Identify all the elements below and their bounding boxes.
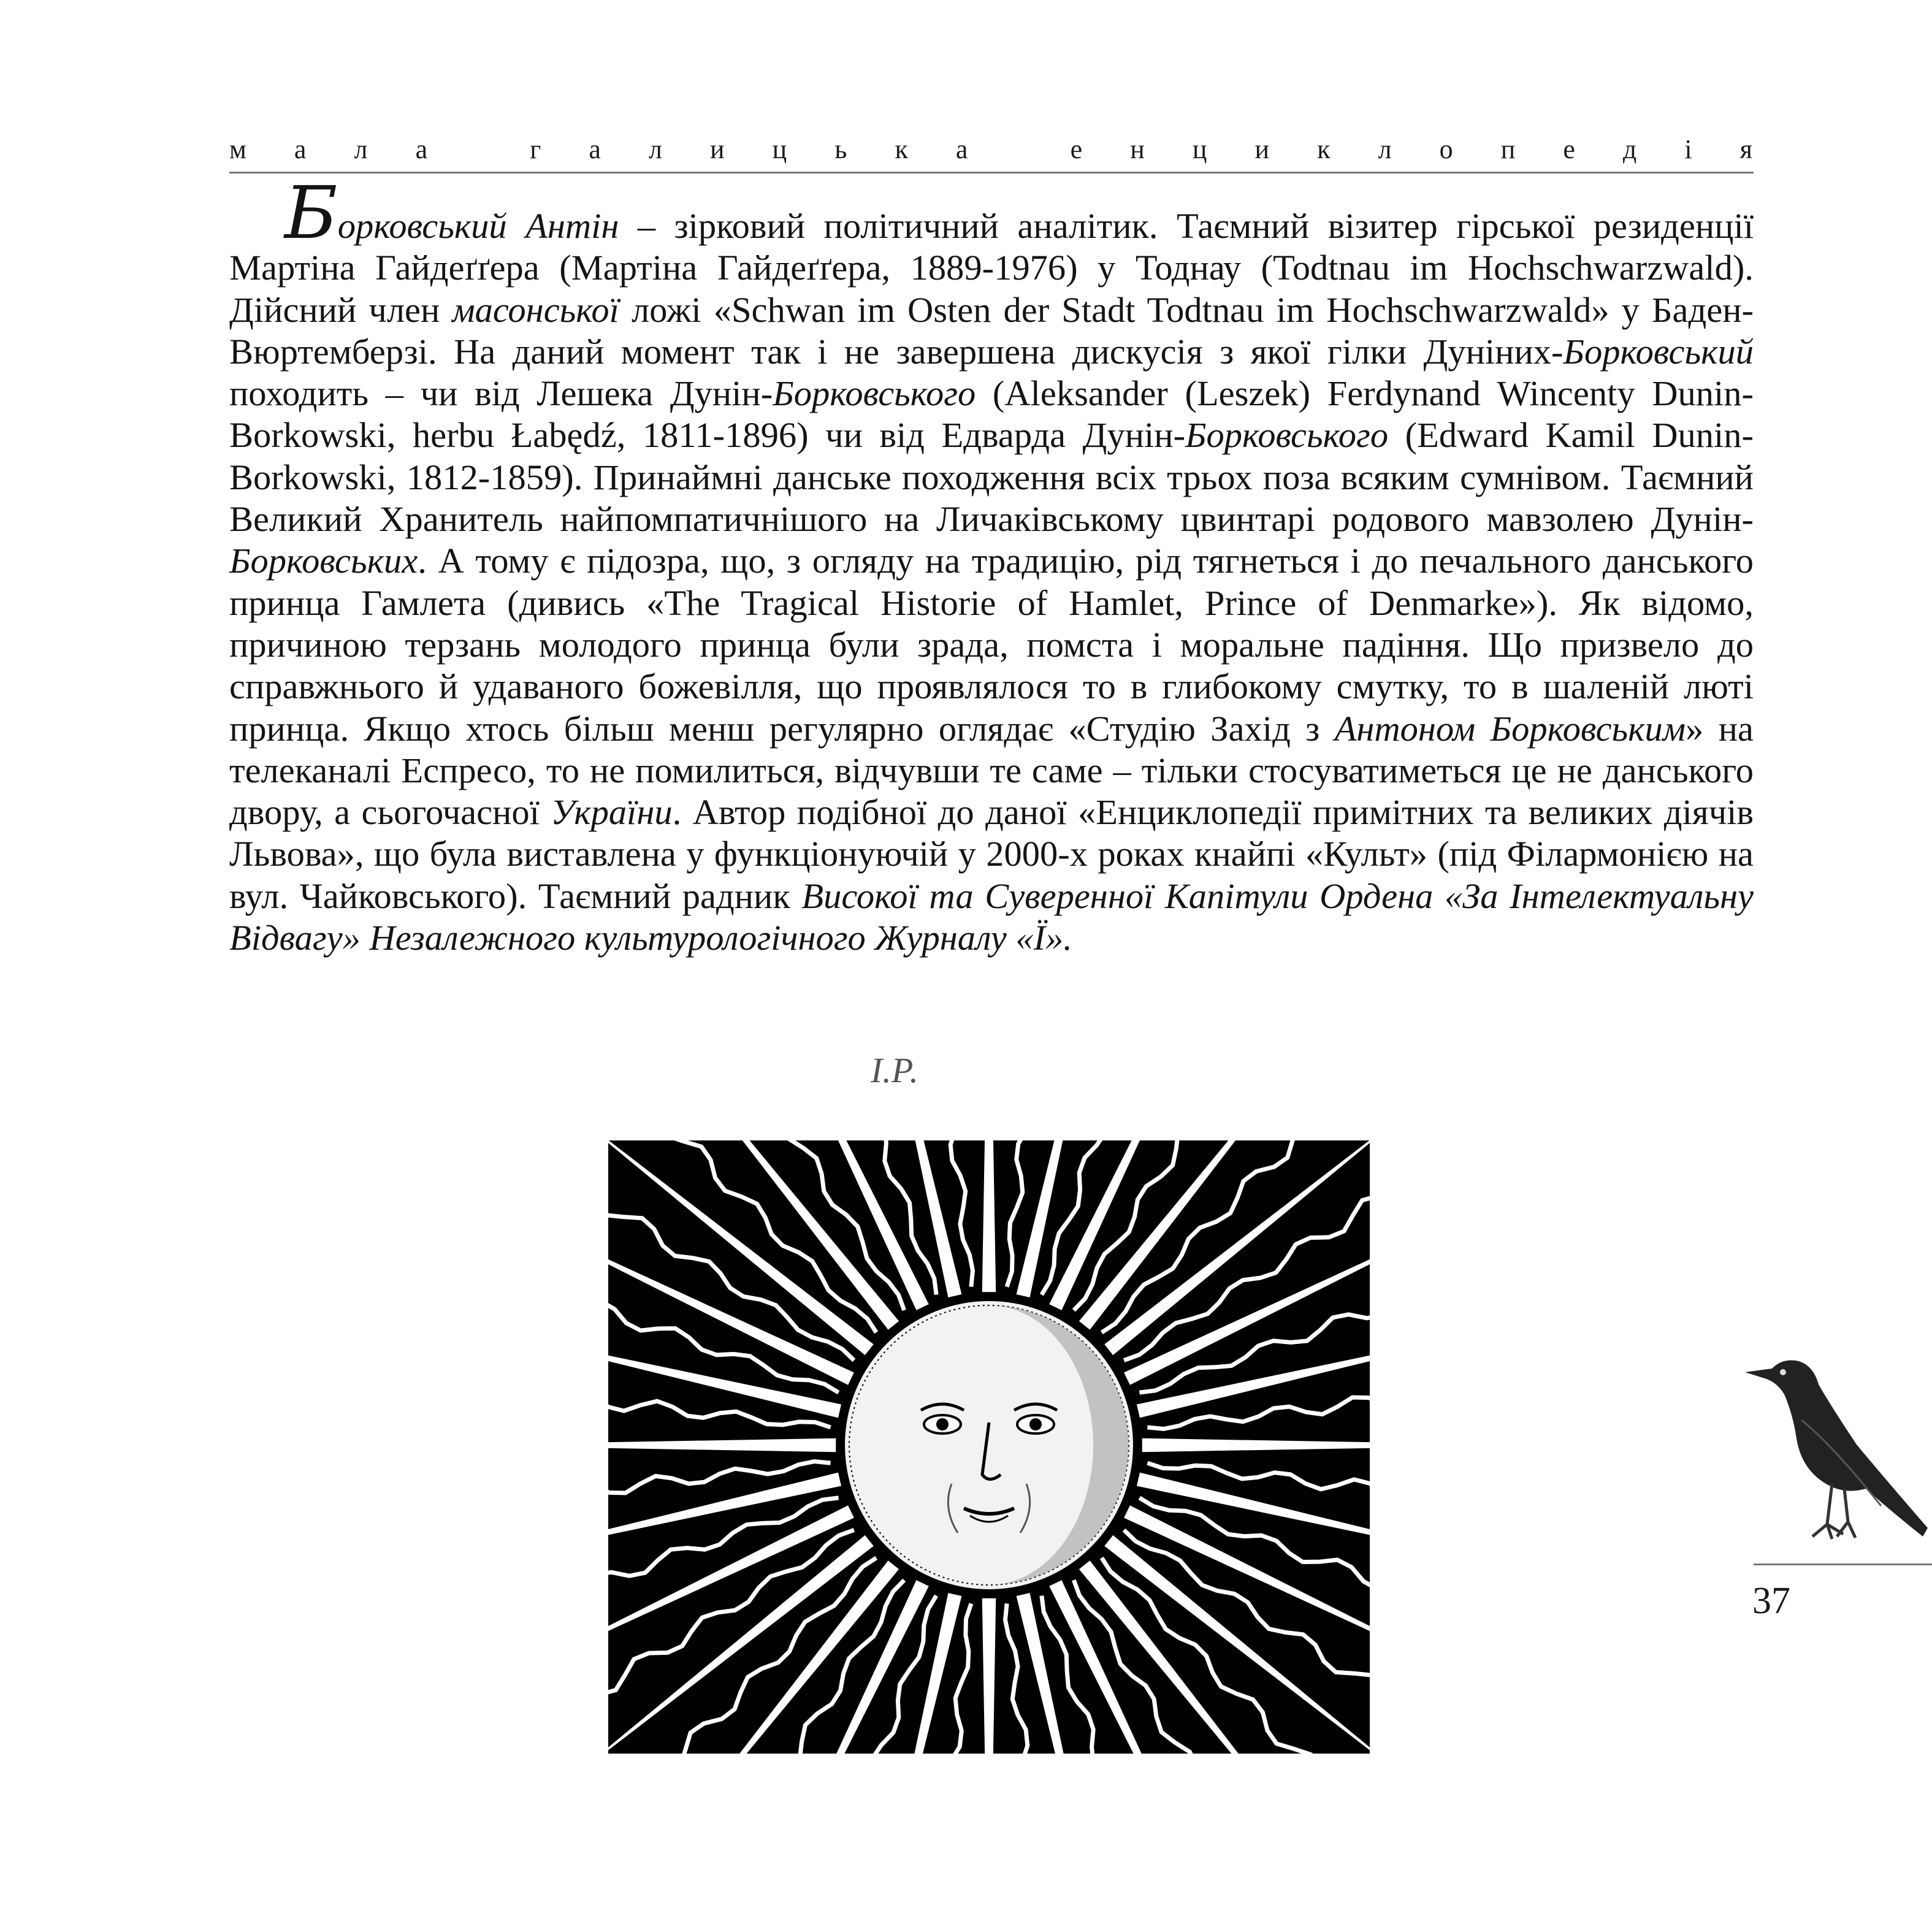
header-letter: я bbox=[1739, 134, 1752, 164]
sun-wavy-ray bbox=[1124, 1155, 1370, 1361]
header-letter: а bbox=[415, 134, 428, 164]
header-letter: і bbox=[1684, 134, 1692, 164]
header-letter: а bbox=[955, 134, 968, 164]
entry-italic: масонської bbox=[452, 289, 619, 330]
encyclopedia-entry bbox=[229, 170, 1754, 959]
header-letter: к bbox=[895, 134, 908, 164]
entry-text: (Aleksander (Leszek) Ferdynand Wincenty Dunin-Borkowski, herbu Łabędź, 1811-1896) чи від Едварда Дунін- bbox=[229, 373, 1754, 456]
sun-wavy-ray bbox=[1139, 1498, 1370, 1622]
crow-illustration bbox=[1740, 1353, 1932, 1561]
entry-italic: Борковського bbox=[773, 373, 976, 414]
sun-engraving bbox=[608, 1140, 1370, 1754]
sun-wavy-ray bbox=[703, 1580, 904, 1754]
entry-headword: орковський Антін bbox=[337, 206, 619, 246]
sun-wavy-ray bbox=[608, 1269, 839, 1393]
entry-text: . А тому є підозра, що, з огляду на традицію, рід тягнеться і до печального данського принца Гамлета (дивись «The Tragical Historie of Hamlet, Prince of Denmarke»). Як відомо, причиною терзань молодого принца були зрада, помста і моральне падіння. Що призвело до справжнього й удаваного божевілля, що проявлялося то в глибокому смутку, то в шаленій люті принца. Якщо хтось більш менш регулярно оглядає «Студію Захід з bbox=[229, 541, 1754, 749]
header-letter: л bbox=[354, 134, 368, 164]
header-letter: м bbox=[229, 134, 246, 164]
header-letter: л bbox=[1378, 134, 1392, 164]
header-letter: а bbox=[589, 134, 601, 164]
entry-italic: Борковський bbox=[1563, 331, 1754, 372]
sun-ray bbox=[750, 1140, 929, 1310]
header-letter: е bbox=[1563, 134, 1575, 164]
entry-text: походить – чи від Лешека Дунін- bbox=[229, 373, 773, 414]
entry-text: (Edward Kamil Dunin-Borkowski, 1812-1859). Принаймні данське походження всіх трьох поза всяким сумнівом. Таємний Великий Хранитель найпомпатичнішого на Личаківському цвинтарі родового мавзолею Дунін- bbox=[229, 415, 1754, 540]
drop-cap: Б bbox=[284, 170, 338, 255]
header-letter: и bbox=[1254, 134, 1270, 164]
entry-text: . bbox=[1063, 918, 1072, 958]
header-letter: н bbox=[1130, 134, 1145, 164]
sun-wavy-ray bbox=[1074, 1140, 1275, 1310]
entry-italic: Борковських bbox=[229, 541, 418, 581]
header-letter: д bbox=[1622, 134, 1637, 164]
sun-wavy-ray bbox=[1102, 1558, 1370, 1754]
header-letter: г bbox=[530, 134, 541, 164]
entry-text: . Автор подібної до даної «Енциклопедії примітних та великих діячів Львова», що була виставлена у функціонуючій у 2000-х роках кнайпі «Культ» (під Філармонією на вул. Чайковського). Таємний радник bbox=[229, 792, 1754, 916]
sun-wavy-ray bbox=[608, 1558, 876, 1754]
sun-wavy-ray bbox=[1042, 1595, 1173, 1754]
header-letter: а bbox=[294, 134, 307, 164]
header-letter: о bbox=[1439, 134, 1453, 164]
entry-italic: Високої та Суверенної Капітули Ордена «За Інтелектуальну Відвагу» Незалежного культурологічного Журналу «Ї» bbox=[229, 876, 1754, 958]
side-rule bbox=[1754, 1564, 1932, 1565]
author-signature: І.Р. bbox=[871, 1050, 918, 1090]
sun-ray bbox=[1049, 1580, 1228, 1754]
entry-italic: України bbox=[551, 792, 673, 833]
sun-ray bbox=[982, 1598, 996, 1754]
crow-icon bbox=[1740, 1353, 1932, 1561]
header-word-gap bbox=[1016, 134, 1023, 165]
running-header bbox=[229, 134, 1752, 165]
header-letter: и bbox=[710, 134, 725, 164]
entry-text: » на телеканалі Еспресо, то не помилиться, відчувши те саме – тільки стосуватиметься це не данського двору, а сьогочасної bbox=[229, 708, 1754, 833]
header-letter: е bbox=[1070, 134, 1083, 164]
sun-wavy-ray bbox=[608, 1140, 876, 1332]
sun-face bbox=[843, 1299, 1135, 1591]
sun-ray bbox=[608, 1438, 836, 1452]
sun-ray bbox=[982, 1140, 996, 1292]
header-word-gap bbox=[475, 134, 482, 165]
sun-ray bbox=[1142, 1438, 1370, 1452]
sun-ray bbox=[1137, 1323, 1370, 1418]
sun-ray bbox=[750, 1580, 929, 1754]
sun-wavy-ray bbox=[608, 1530, 854, 1735]
sun-wavy-ray bbox=[806, 1140, 937, 1295]
header-rule bbox=[229, 172, 1754, 174]
entry-text: ложі «Schwan im Osten der Stadt Todtnau im Hochschwarzwald» у Баден-Вюртемберзі. На даний момент так і не завершена дискусія з якої гілки Дуніних- bbox=[229, 289, 1754, 372]
header-letter: ь bbox=[834, 134, 847, 164]
entry-italic: Антоном Борковським bbox=[1334, 708, 1686, 749]
sun-ray bbox=[608, 1473, 841, 1568]
header-letter: п bbox=[1500, 134, 1516, 164]
header-letter: ц bbox=[772, 134, 787, 164]
page-number: 37 bbox=[1752, 1580, 1790, 1622]
header-letter: л bbox=[649, 134, 662, 164]
header-letter: ц bbox=[1192, 134, 1207, 164]
entry-italic: Борковського bbox=[1185, 415, 1389, 456]
sun-engraving-art bbox=[608, 1140, 1370, 1754]
header-letter: к bbox=[1317, 134, 1331, 164]
entry-text: – зірковий політичний аналітик. Таємний візитер гірської резиденції Мартіна Гайдеґґера (Мартіна Гайдеґґера, 1889-1976) у Тоднау (Todtnau im Hochschwarzwald). Дійсний член bbox=[229, 206, 1754, 330]
